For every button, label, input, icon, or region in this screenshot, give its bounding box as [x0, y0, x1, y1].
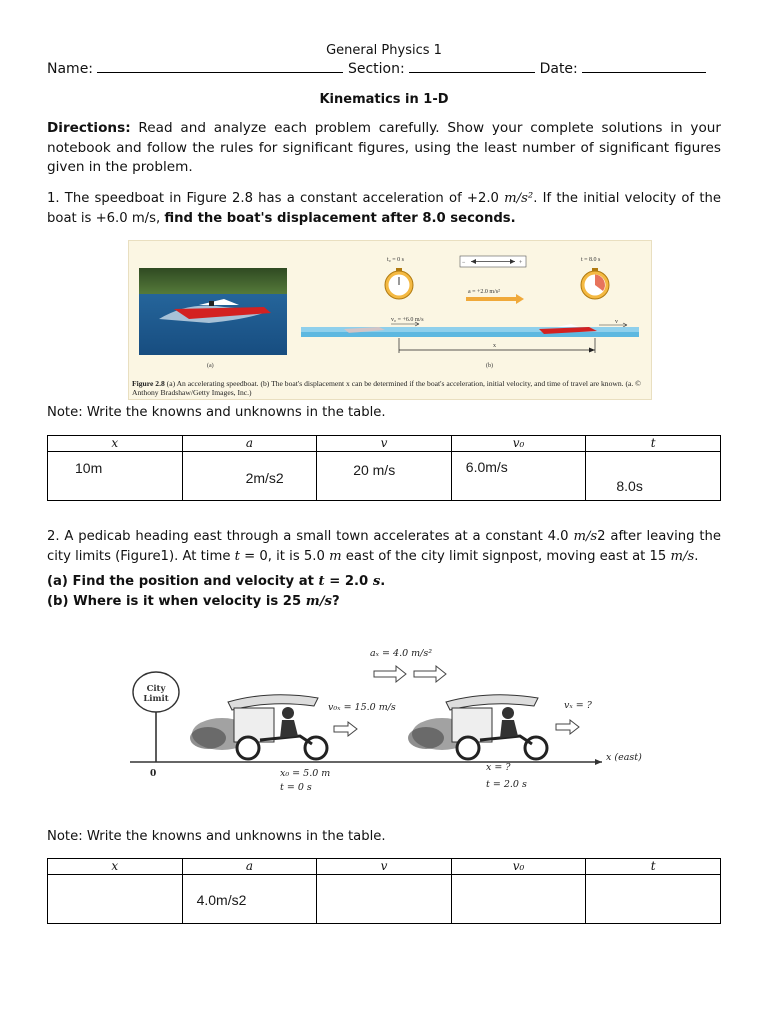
- t0-label: t = 0 s: [280, 782, 312, 793]
- figure-2-8-drawing: [129, 241, 653, 381]
- problem-1: [47, 189, 721, 228]
- course-title: General Physics 1: [326, 43, 442, 58]
- caption-lead: Figure 2.8: [132, 379, 165, 388]
- problem-2-question-a: [47, 574, 385, 589]
- answer-x: 10m: [75, 460, 103, 476]
- qa-t: t: [318, 574, 325, 589]
- table-1-header-v: v: [317, 436, 452, 452]
- problem-2-t: t: [234, 548, 240, 564]
- problem-2-text-a: 2. A pedicab heading east through a small town accelerates at a constant 4.0: [47, 529, 574, 544]
- answer-a: 4.0m/s2: [196, 892, 247, 908]
- header-fields: [47, 60, 727, 78]
- sign-line-1: City: [146, 684, 166, 694]
- table-1-header-t: t: [586, 436, 721, 452]
- speedboat-photo: [139, 268, 287, 355]
- figure-2-8: [128, 240, 652, 400]
- qb-text-b: ?: [331, 594, 340, 609]
- problem-2-question-b: [47, 594, 340, 609]
- x0-label: x₀ = 5.0 m: [280, 768, 331, 779]
- acceleration-arrow: [466, 289, 524, 304]
- table-row: [48, 452, 721, 501]
- table-2-header-x: x: [48, 859, 183, 875]
- accel-label: aₓ = 4.0 m/s²: [370, 648, 433, 659]
- x-label: x: [493, 343, 496, 349]
- problem-1-question: find the boat's displacement after 8.0 seconds.: [164, 210, 516, 226]
- answer-v: 20 m/s: [353, 462, 396, 478]
- section-label: Section:: [347, 61, 405, 77]
- date-blank[interactable]: [582, 60, 706, 73]
- axis-label: x (east): [606, 752, 642, 763]
- table-2-cell-v0[interactable]: [451, 875, 586, 924]
- table-2-cell-t[interactable]: [586, 875, 721, 924]
- panel-a-label: (a): [207, 363, 214, 369]
- directions-text: Read and analyze each problem carefully. Show your complete solutions in your notebook and follow the rules for significant figures, using the least number of significant figures given in the problem.: [47, 120, 721, 175]
- name-label: Name:: [47, 61, 94, 77]
- origin-label: 0: [150, 769, 157, 779]
- problem-2-unit-b: m/s: [670, 548, 695, 564]
- table-2-header-t: t: [586, 859, 721, 875]
- water-strip: [301, 324, 639, 337]
- problem-2-text-e: .: [694, 548, 699, 564]
- problem-2-unit-a: m/s: [573, 529, 598, 544]
- knowns-table-1: [47, 435, 721, 501]
- t0-label: t₀ = 0 s: [387, 257, 404, 263]
- answer-t: 8.0s: [616, 478, 643, 494]
- table-1-header-a: a: [182, 436, 317, 452]
- qb-text-a: (b) Where is it when velocity is 25: [47, 594, 306, 609]
- plus-sign: +: [519, 260, 523, 266]
- table-2-cell-a[interactable]: [182, 875, 317, 924]
- worksheet-title: Kinematics in 1-D: [319, 92, 449, 107]
- name-blank[interactable]: [97, 60, 343, 73]
- sign-line-2: Limit: [143, 694, 169, 704]
- figure-pedicab: [130, 640, 650, 800]
- pedicab-drawing: [130, 640, 650, 800]
- table-2-header-a: a: [182, 859, 317, 875]
- date-label: Date:: [539, 61, 578, 77]
- table-1-cell-v[interactable]: [317, 452, 452, 501]
- v-label: v: [615, 319, 618, 325]
- qa-s: s: [372, 574, 381, 589]
- directions: [47, 119, 721, 178]
- qa-text-b: = 2.0: [324, 574, 373, 589]
- section-blank[interactable]: [409, 60, 535, 73]
- stopwatch-end-icon: [581, 268, 609, 299]
- minus-sign: −: [462, 260, 466, 266]
- table-row: [48, 875, 721, 924]
- problem-2-text-d: east of the city limit signpost, moving east at 15: [341, 548, 671, 564]
- table-1-cell-x[interactable]: [48, 452, 183, 501]
- problem-2: [47, 527, 721, 566]
- problem-2-text-c: = 0, it is 5.0: [239, 548, 330, 564]
- accel-label: a = +2.0 m/s²: [468, 289, 500, 295]
- problem-2-m: m: [329, 548, 342, 564]
- panel-b-label: (b): [486, 363, 493, 369]
- sign-convention: [460, 256, 526, 267]
- knowns-table-2: [47, 858, 721, 924]
- problem-1-text-a: 1. The speedboat in Figure 2.8 has a constant acceleration of +2.0: [47, 191, 505, 206]
- answer-a: 2m/s2: [245, 470, 284, 486]
- qa-text-c: .: [380, 574, 386, 589]
- pedicab-start-icon: [190, 695, 327, 759]
- v0x-label: v₀ₓ = 15.0 m/s: [328, 702, 396, 713]
- vx-label: vₓ = ?: [564, 700, 592, 711]
- problem-1-unit: m/s²: [504, 191, 534, 206]
- table-1-cell-v0[interactable]: [451, 452, 586, 501]
- qb-unit: m/s: [305, 594, 332, 609]
- table-2-cell-x[interactable]: [48, 875, 183, 924]
- city-limit-sign: [133, 672, 179, 762]
- t2-label: t = 2.0 s: [486, 779, 527, 790]
- table-1-header-v0: v₀: [451, 436, 586, 452]
- figure-2-8-caption: [132, 379, 647, 398]
- xq-label: x = ?: [486, 762, 511, 773]
- answer-v0: 6.0m/s: [465, 459, 508, 475]
- problem-2-text-b: 2 after leaving the city limits (Figure1). At time: [47, 529, 721, 564]
- table-2-header-v: v: [317, 859, 452, 875]
- note-1: Note: Write the knowns and unknowns in the table.: [47, 405, 386, 420]
- table-2-cell-v[interactable]: [317, 875, 452, 924]
- problem-1-text-b: . If the initial velocity of the boat is +6.0 m/s,: [47, 191, 721, 226]
- table-2-header-v0: v₀: [451, 859, 586, 875]
- stopwatch-start-icon: [385, 268, 413, 299]
- v0-label: v₀ = +6.0 m/s: [391, 317, 424, 323]
- displacement-bracket: [399, 338, 595, 353]
- qa-text-a: (a) Find the position and velocity at: [47, 574, 319, 589]
- directions-label: Directions:: [47, 120, 131, 136]
- table-1-cell-t[interactable]: [586, 452, 721, 501]
- table-1-cell-a[interactable]: [182, 452, 317, 501]
- pedicab-end-icon: [408, 695, 547, 759]
- table-1-header-x: x: [48, 436, 183, 452]
- caption-text: (a) An accelerating speedboat. (b) The boat's displacement x can be determined if the boat's acceleration, initial velocity, and time of travel are known. (a. © Anthony Bradshaw/Getty Images, Inc.): [132, 379, 641, 398]
- note-2: Note: Write the knowns and unknowns in the table.: [47, 829, 386, 844]
- t1-label: t = 8.0 s: [581, 257, 601, 263]
